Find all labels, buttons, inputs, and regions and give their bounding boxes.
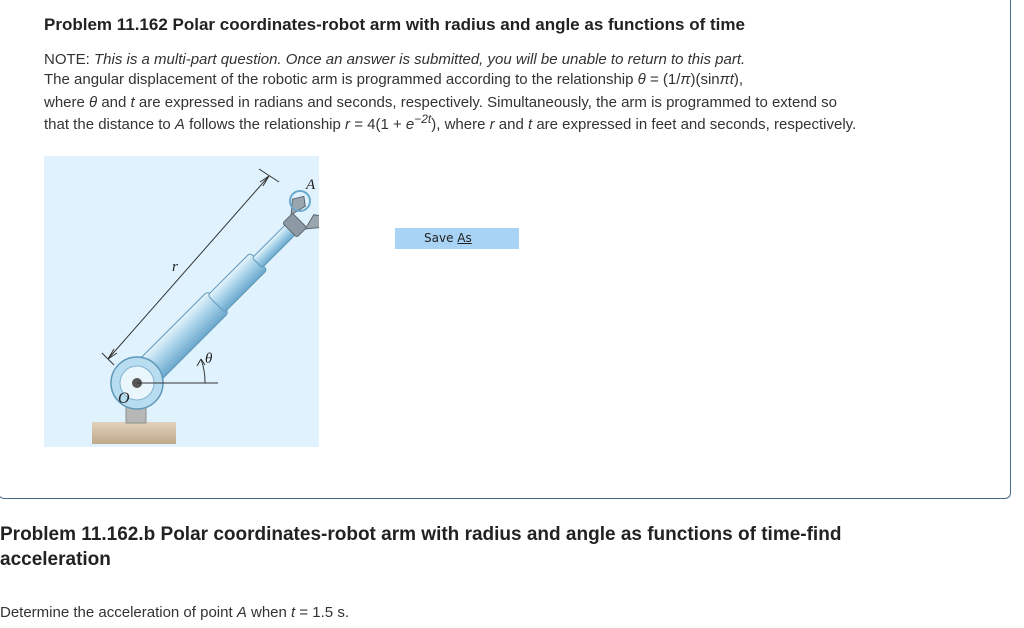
text-fragment: and: [97, 93, 131, 111]
robot-arm-figure: [44, 156, 319, 447]
save-as-button[interactable]: [395, 228, 519, 249]
label-theta: θ: [205, 351, 213, 367]
robot-arm-diagram: [44, 156, 319, 447]
text-fragment: Determine the acceleration of point: [0, 604, 237, 621]
pi-symbol: π: [680, 71, 691, 88]
r-symbol: r: [489, 116, 495, 133]
theta-symbol: θ: [637, 71, 646, 88]
A-symbol: A: [174, 116, 185, 133]
text-fragment: ),: [733, 71, 744, 88]
text-fragment: ), where: [431, 116, 490, 133]
pi-symbol: π: [719, 71, 730, 88]
e-symbol: e: [405, 116, 415, 133]
ground-block: [92, 422, 176, 444]
text-fragment: = (1/: [645, 71, 681, 88]
text-fragment: follows the relationship: [184, 116, 346, 133]
t-symbol: t: [291, 604, 296, 621]
arm-assembly: [130, 192, 319, 390]
text-fragment: = 1.5 s.: [295, 604, 349, 621]
r-extension-line: [259, 169, 279, 182]
text-fragment: and: [494, 116, 528, 133]
text-fragment: The angular displacement of the robotic arm is programmed according to the relationship: [44, 71, 638, 88]
text-fragment: )(sin: [690, 71, 720, 88]
theta-symbol: θ: [89, 93, 98, 111]
text-fragment: that the distance to: [44, 116, 175, 133]
r-symbol: r: [345, 116, 351, 133]
part-b-title: Problem 11.162.b Polar coordinates-robot arm with radius and angle as functions of time-find acceleration: [0, 524, 842, 570]
save-as-accelerator: As: [457, 231, 472, 245]
label-r: r: [172, 259, 178, 275]
gripper-finger-bottom: [302, 210, 319, 235]
gripper-finger-top: [284, 192, 309, 217]
t-symbol: t: [729, 71, 734, 88]
text-fragment: where: [44, 93, 90, 111]
t-symbol: t: [130, 93, 135, 111]
t-symbol: t: [528, 116, 533, 133]
save-as-label: Save: [424, 231, 458, 245]
note-label: NOTE:: [44, 51, 90, 68]
problem-title: Problem 11.162 Polar coordinates-robot arm with radius and angle as functions of time: [44, 15, 745, 34]
note-text: This is a multi-part question. Once an answer is submitted, you will be unable to return to this part.: [94, 51, 746, 68]
exponent: −2t: [414, 112, 432, 126]
text-fragment: are expressed in feet and seconds, respectively.: [532, 116, 857, 133]
part-b-question: [0, 604, 349, 621]
A-symbol: A: [236, 604, 247, 621]
text-fragment: are expressed in radians and seconds, respectively. Simultaneously, the arm is programmed to extend so: [134, 93, 838, 111]
label-A: A: [306, 177, 316, 193]
note-line: [44, 49, 745, 71]
problem-statement: [44, 69, 856, 137]
label-O: O: [118, 390, 130, 407]
text-fragment: = 4(1 +: [350, 116, 406, 133]
text-fragment: when: [246, 604, 292, 621]
